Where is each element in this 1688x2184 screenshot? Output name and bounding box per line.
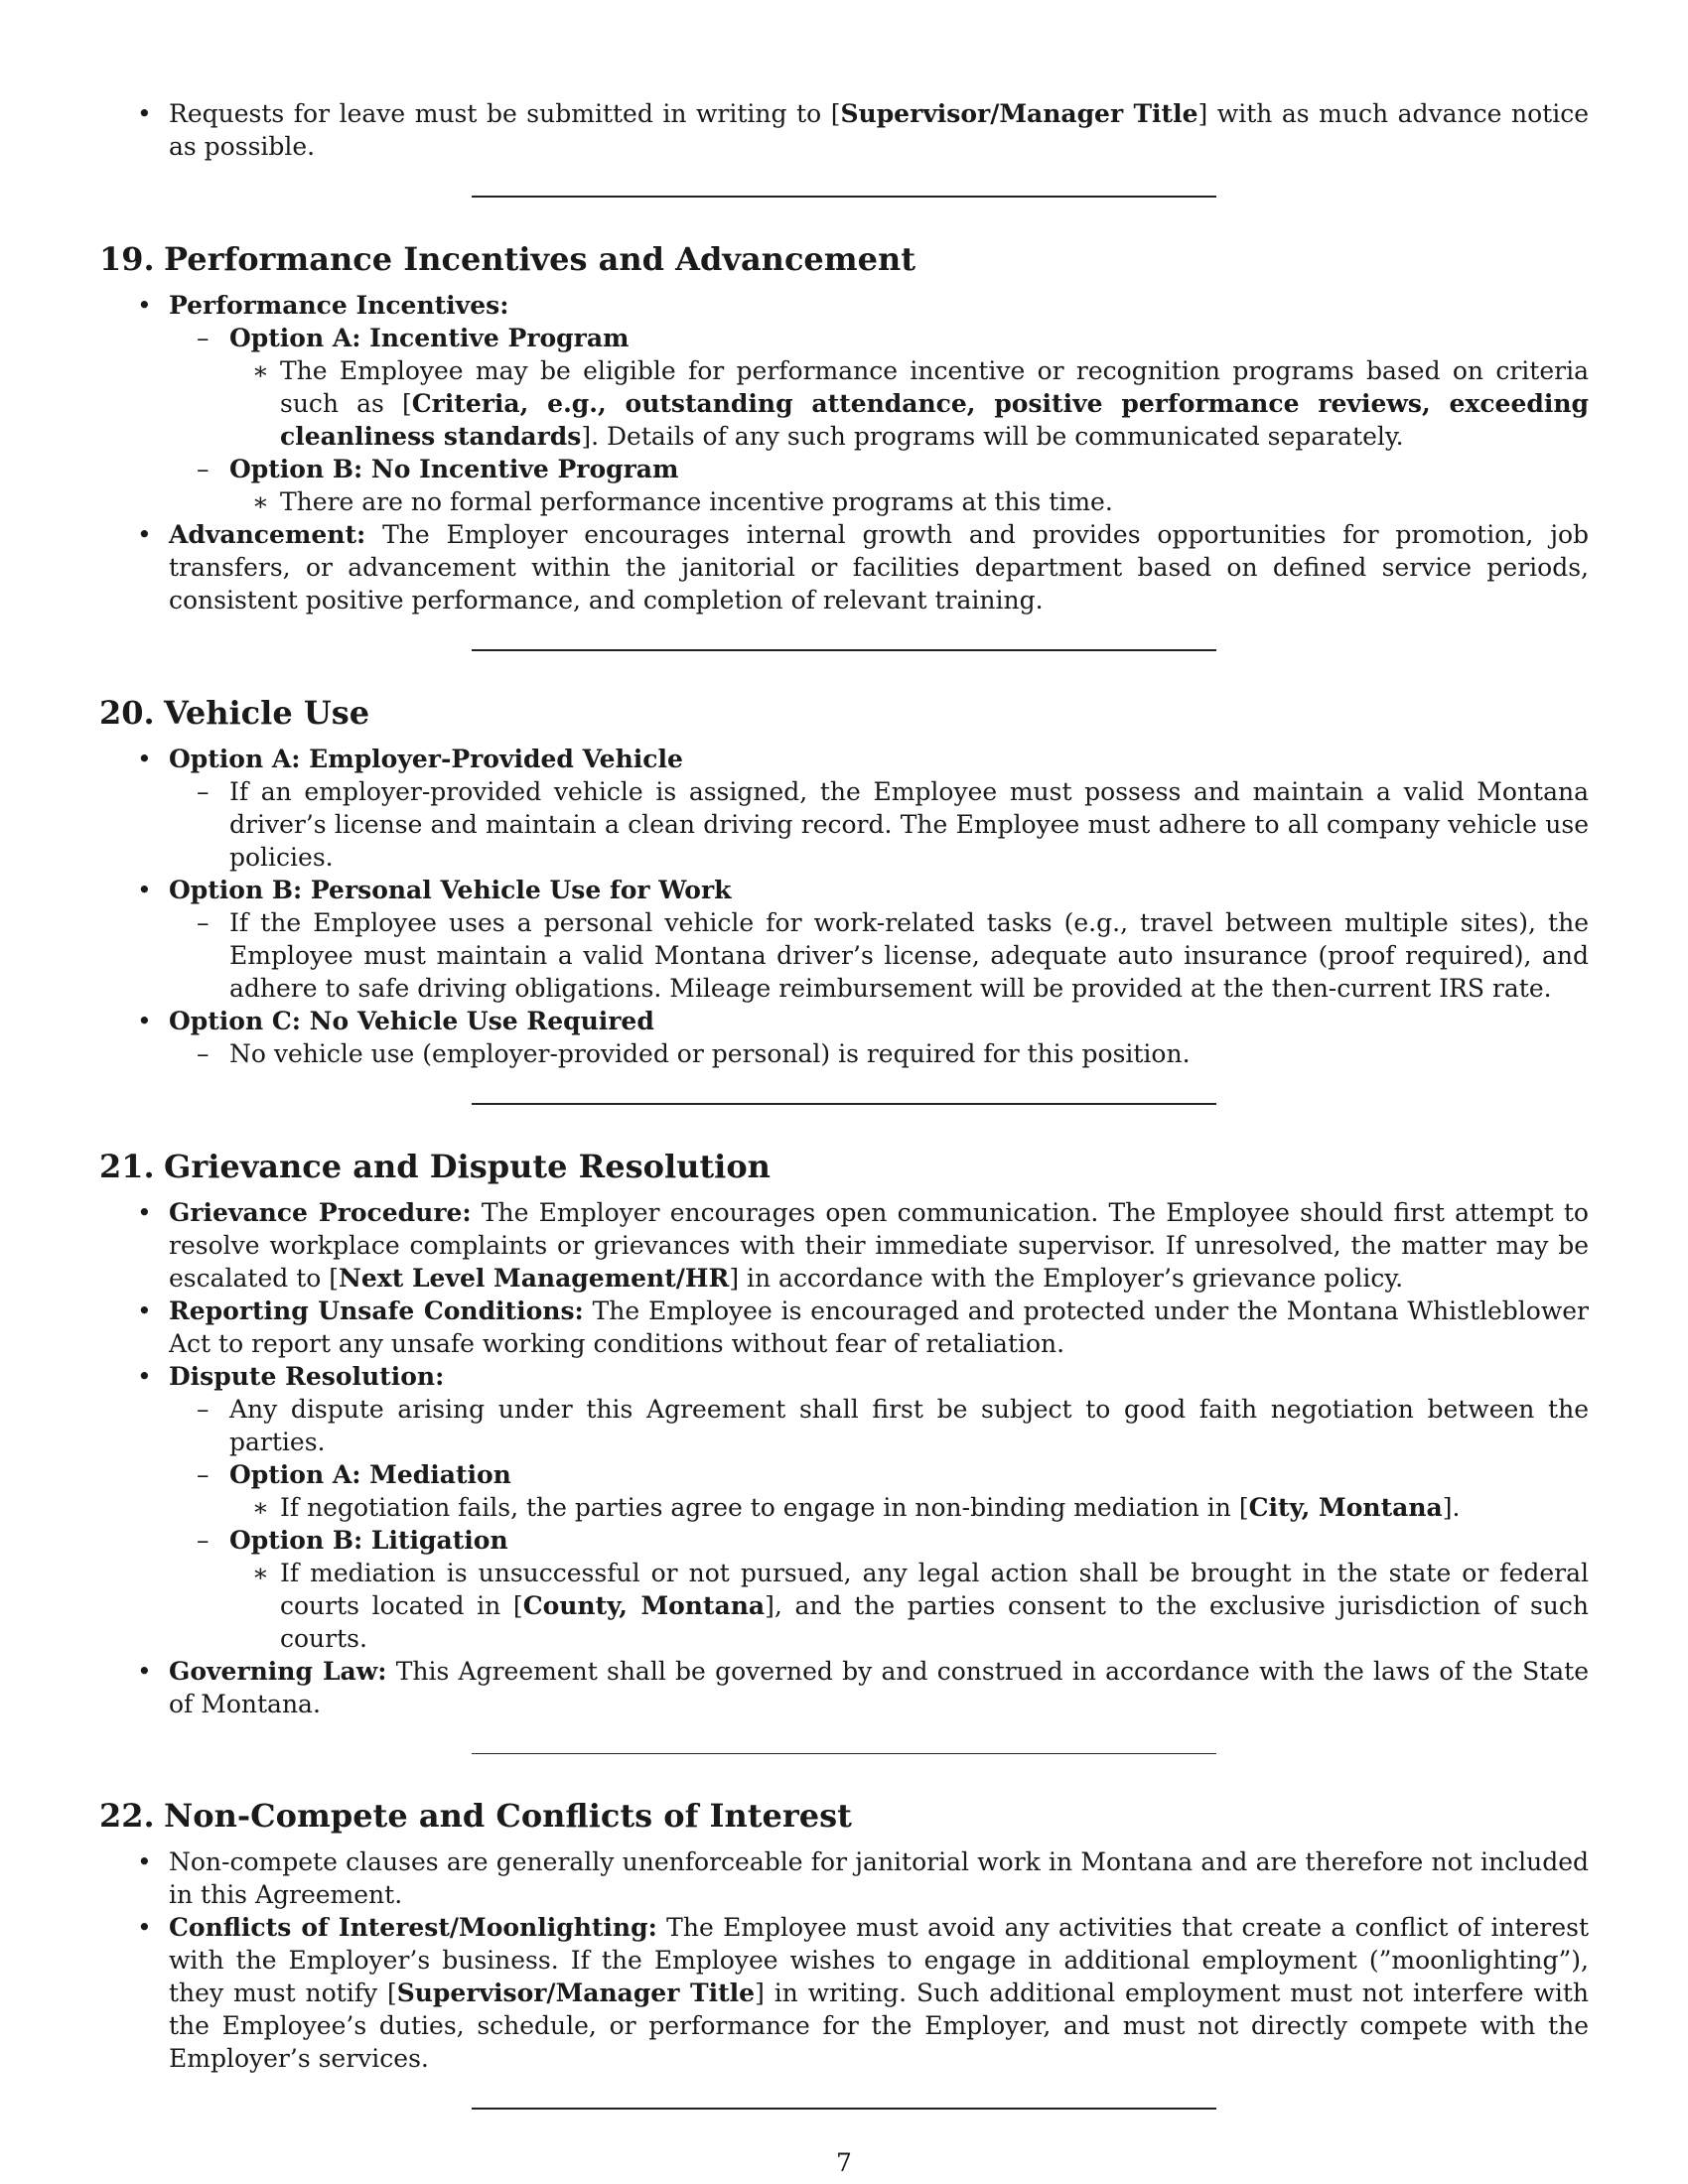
list-item: • Governing Law: This Agreement shall be governed by and construed in accordance with the laws of the State of Montana. <box>99 1655 1589 1720</box>
section-21-list <box>99 1196 1589 1720</box>
sub-list-item: – Option B: No Incentive Program ∗ There are no formal performance incentive programs at this time. <box>169 453 1589 518</box>
sub-sub-list-item: ∗ There are no formal performance incentive programs at this time. <box>229 485 1589 518</box>
sub-sub-list <box>169 354 1589 453</box>
section-heading-21: 21. Grievance and Dispute Resolution <box>99 1148 771 1185</box>
sub-list <box>99 1037 1589 1070</box>
section-heading-22: 22. Non-Compete and Conflicts of Interest <box>99 1797 852 1835</box>
sub-sub-list-item: ∗ If negotiation fails, the parties agree to engage in non-binding mediation in [City, Montana]. <box>229 1491 1589 1524</box>
list-item: • Option A: Employer-Provided Vehicle – If an employer-provided vehicle is assigned, the Employee must possess and maintain a valid Montana driver’s license and maintain a clean driving record. The Employee must adhere to all company vehicle use policies. <box>99 743 1589 874</box>
sub-list-item: – If an employer-provided vehicle is assigned, the Employee must possess and maintain a valid Montana driver’s license and maintain a clean driving record. The Employee must adhere to all company vehicle use policies. <box>169 775 1589 874</box>
sub-list-item: – Option B: Litigation ∗ If mediation is unsuccessful or not pursued, any legal action shall be brought in the state or federal courts located in [County, Montana], and the parties consent to the exclusive jurisdiction of such courts. <box>169 1524 1589 1655</box>
list-item: • Dispute Resolution: – Any dispute arising under this Agreement shall first be subject to good faith negotiation between the parties. – Option A: Mediation ∗ If negotiation fails, the parties agree to engage in non-binding mediation in [City, Montana]. – Option B: Litigation ∗ If mediation is unsuccessful or not pursued, any legal action shall be brought in the state or federal courts located in [County, Montana], and the parties consent to the exclusive jurisdiction of such courts. <box>99 1360 1589 1655</box>
sub-sub-list <box>169 485 1589 518</box>
sub-list-item: – Any dispute arising under this Agreement shall first be subject to good faith negotiation between the parties. <box>169 1393 1589 1458</box>
list-item: • Option C: No Vehicle Use Required – No vehicle use (employer-provided or personal) is required for this position. <box>99 1005 1589 1070</box>
sub-sub-list-item: ∗ If mediation is unsuccessful or not pursued, any legal action shall be brought in the state or federal courts located in [County, Montana], and the parties consent to the exclusive jurisdiction of such courts. <box>229 1557 1589 1655</box>
section-heading-19: 19. Performance Incentives and Advancement <box>99 240 916 278</box>
sub-sub-list-item: ∗ The Employee may be eligible for performance incentive or recognition programs based on criteria such as [Criteria, e.g., outstanding attendance, positive performance reviews, exceeding cleanliness standards]. Details of any such programs will be communicated separately. <box>229 354 1589 453</box>
list-item: • Advancement: The Employer encourages internal growth and provides opportunities for promotion, job transfers, or advancement within the janitorial or facilities department based on defined service periods, consistent positive performance, and completion of relevant training. <box>99 518 1589 616</box>
section-divider <box>472 2108 1216 2110</box>
list-item: • Conflicts of Interest/Moonlighting: The Employee must avoid any activities that create a conflict of interest with the Employer’s business. If the Employee wishes to engage in additional employment (”moonlighting”), they must notify [Supervisor/Manager Title] in writing. Such additional employment must not interfere with the Employee’s duties, schedule, or performance for the Employer, and must not directly compete with the Employer’s services. <box>99 1911 1589 2075</box>
section-divider <box>472 649 1216 651</box>
sub-list-item: – If the Employee uses a personal vehicle for work-related tasks (e.g., travel between multiple sites), the Employee must maintain a valid Montana driver’s license, adequate auto insurance (proof required), and adhere to safe driving obligations. Mileage reimbursement will be provided at the then-current IRS rate. <box>169 906 1589 1005</box>
list-item: • Non-compete clauses are generally unenforceable for janitorial work in Montana and are therefore not included in this Agreement. <box>99 1845 1589 1911</box>
intro-list <box>99 97 1589 163</box>
list-item: • Grievance Procedure: The Employer encourages open communication. The Employee should first attempt to resolve workplace complaints or grievances with their immediate supervisor. If unresolved, the matter may be escalated to [Next Level Management/HR] in accordance with the Employer’s grievance policy. <box>99 1196 1589 1295</box>
sub-list-item: – Option A: Mediation ∗ If negotiation fails, the parties agree to engage in non-binding mediation in [City, Montana]. <box>169 1458 1589 1524</box>
sub-list <box>99 322 1589 518</box>
list-item: • Option B: Personal Vehicle Use for Work – If the Employee uses a personal vehicle for work-related tasks (e.g., travel between multiple sites), the Employee must maintain a valid Montana driver’s license, adequate auto insurance (proof required), and adhere to safe driving obligations. Mileage reimbursement will be provided at the then-current IRS rate. <box>99 874 1589 1005</box>
list-item: • Reporting Unsafe Conditions: The Employee is encouraged and protected under the Montana Whistleblower Act to report any unsafe working conditions without fear of retaliation. <box>99 1295 1589 1360</box>
section-22-list <box>99 1845 1589 2075</box>
page-number: 7 <box>836 2148 852 2177</box>
section-divider <box>472 1753 1216 1754</box>
sub-list-item: – Option A: Incentive Program ∗ The Employee may be eligible for performance incentive or recognition programs based on criteria such as [Criteria, e.g., outstanding attendance, positive performance reviews, exceeding cleanliness standards]. Details of any such programs will be communicated separately. <box>169 322 1589 453</box>
sub-sub-list <box>169 1491 1589 1524</box>
sub-list <box>99 775 1589 874</box>
document-page <box>99 97 1589 2110</box>
list-item: • Requests for leave must be submitted in writing to [Supervisor/Manager Title] with as much advance notice as possible. <box>99 97 1589 163</box>
section-20-list <box>99 743 1589 1070</box>
section-divider <box>472 1103 1216 1105</box>
sub-list <box>99 906 1589 1005</box>
list-item: • Performance Incentives: – Option A: Incentive Program ∗ The Employee may be eligible for performance incentive or recognition programs based on criteria such as [Criteria, e.g., outstanding attendance, positive performance reviews, exceeding cleanliness standards]. Details of any such programs will be communicated separately. – Option B: No Incentive Program ∗ There are no formal performance incentive programs at this time. <box>99 289 1589 518</box>
section-19-list <box>99 289 1589 616</box>
sub-sub-list <box>169 1557 1589 1655</box>
sub-list-item: – No vehicle use (employer-provided or personal) is required for this position. <box>169 1037 1589 1070</box>
section-divider <box>472 196 1216 198</box>
sub-list <box>99 1393 1589 1655</box>
section-heading-20: 20. Vehicle Use <box>99 694 370 732</box>
